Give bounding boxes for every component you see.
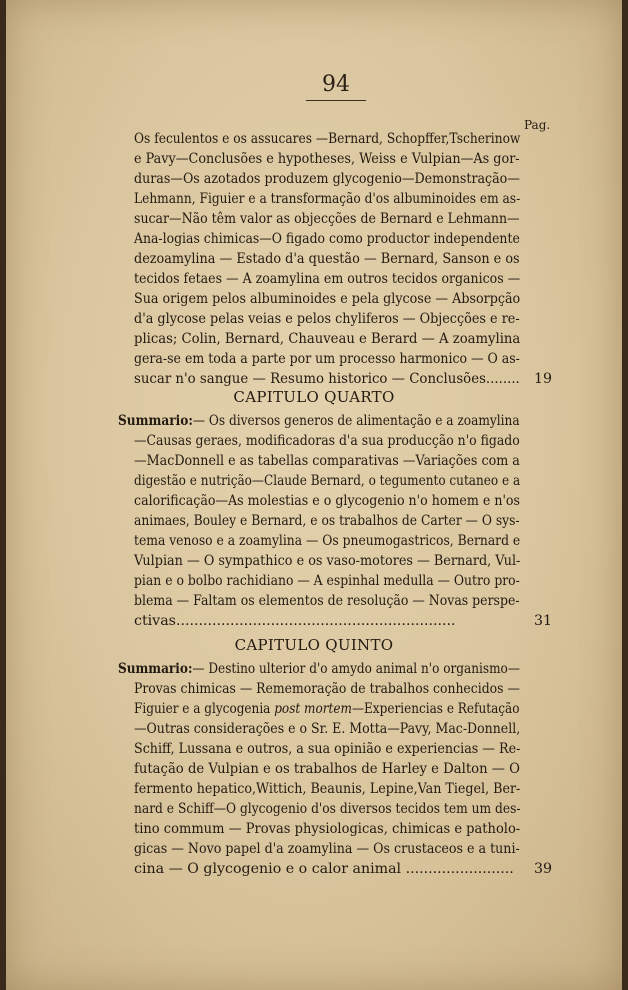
section1-page-ref: 19 [534,371,553,387]
pag-column-label: Pag. [524,118,551,132]
section1-line: Ana-logias chimicas—O figado como productor independente [134,231,520,247]
chapter5-line: gicas — Novo papel d'a zoamylina — Os crustaceos e a tuni- [134,841,520,857]
chapter5-italic-phrase: post mortem [274,701,352,717]
chapter5-line: — Destino ulterior d'o amydo animal n'o organismo— [192,661,520,677]
book-page [6,0,622,990]
section1-line: sucar n'o sangue — Resumo historico — Conclusões........ [134,371,520,387]
chapter5-line-part: Figuier e a glycogenia [134,701,275,717]
chapter4-line: — Os diversos generos de alimentação e a zoamylina [192,413,520,429]
chapter4-line: blema — Faltam os elementos de resolução — Novas perspe- [134,593,520,609]
chapter4-line: ctivas.............................................................. [134,613,456,629]
section1-line: d'a glycose pelas veias e pelos chyliferos — Objecções e re- [134,311,520,327]
chapter4-line: animaes, Bouley e Bernard, e os trabalhos de Carter — O sys- [134,513,520,529]
header-rule [306,100,366,101]
section1-line: Lehmann, Figuier e a transformação d'os albuminoides em as- [134,191,521,207]
chapter4-heading: CAPITULO QUARTO [233,388,395,406]
chapter5-first-line [118,659,520,679]
section1-line: Sua origem pelos albuminoides e pela glycose — Absorpção [134,291,521,307]
chapter5-page-ref: 39 [534,861,553,877]
section1-line: dezoamylina — Estado d'a questão — Bernard, Sanson e os [134,251,520,267]
chapter5-line: nard e Schiff—O glycogenio d'os diversos tecidos tem um des- [134,801,521,817]
chapter4-line: —Causas geraes, modificadoras d'a sua producção n'o figado [134,433,520,449]
chapter5-line: Provas chimicas — Rememoração de trabalhos conhecidos — [134,681,520,697]
section1-line: plicas; Colin, Bernard, Chauveau e Berard — A zoamylina [134,331,521,347]
chapter5-line: fermento hepatico,Wittich, Beaunis, Lepine,Van Tiegel, Ber- [134,781,521,797]
section1-line: duras—Os azotados produzem glycogenio—Demonstração— [134,171,520,187]
section1-line: tecidos fetaes — A zoamylina em outros tecidos organicos — [134,271,521,287]
chapter4-summary-label: Summario: [118,413,193,429]
chapter5-line: futação de Vulpian e os trabalhos de Harley e Dalton — O [134,761,520,777]
chapter4-line: pian e o bolbo rachidiano — A espinhal medulla — Outro pro- [134,573,520,589]
section1-line: e Pavy—Conclusões e hypotheses, Weiss e Vulpian—As gor- [134,151,520,167]
chapter5-line-part: —Experiencias e Refutação [351,701,520,717]
chapter5-line: tino commum — Provas physiologicas, chimicas e patholo- [134,821,521,837]
chapter5-heading: CAPITULO QUINTO [234,636,394,654]
chapter4-line: tema venoso e a zoamylina — Os pneumogastricos, Bernard e [134,533,521,549]
section1-line: Os feculentos e os assucares —Bernard, Schopffer,Tscherinow [134,131,521,147]
page-number: 94 [322,72,350,97]
chapter5-line: Schiff, Lussana e outros, a sua opinião e experiencias — Re- [134,741,521,757]
chapter4-line: digestão e nutrição—Claude Bernard, o tegumento cutaneo e a [134,473,521,489]
chapter4-line: Vulpian — O sympathico e os vaso-motores — Bernard, Vul- [134,553,521,569]
chapter4-first-line [118,411,520,431]
chapter4-page-ref: 31 [534,613,553,629]
chapter5-line: cina — O glycogenio e o calor animal ........................ [134,861,514,877]
section1-line: gera-se em toda a parte por um processo harmonico — O as- [134,351,520,367]
chapter4-line: —MacDonnell e as tabellas comparativas —Variações com a [134,453,520,469]
chapter5-line: —Outras considerações e o Sr. E. Motta—Pavy, Mac-Donnell, [134,721,521,737]
chapter5-summary-label: Summario: [118,661,193,677]
section1-line: sucar—Não têm valor as objecções de Bernard e Lehmann— [134,211,520,227]
chapter5-line [134,699,519,719]
chapter4-line: calorificação—As molestias e o glycogenio n'o homem e n'os [134,493,520,509]
